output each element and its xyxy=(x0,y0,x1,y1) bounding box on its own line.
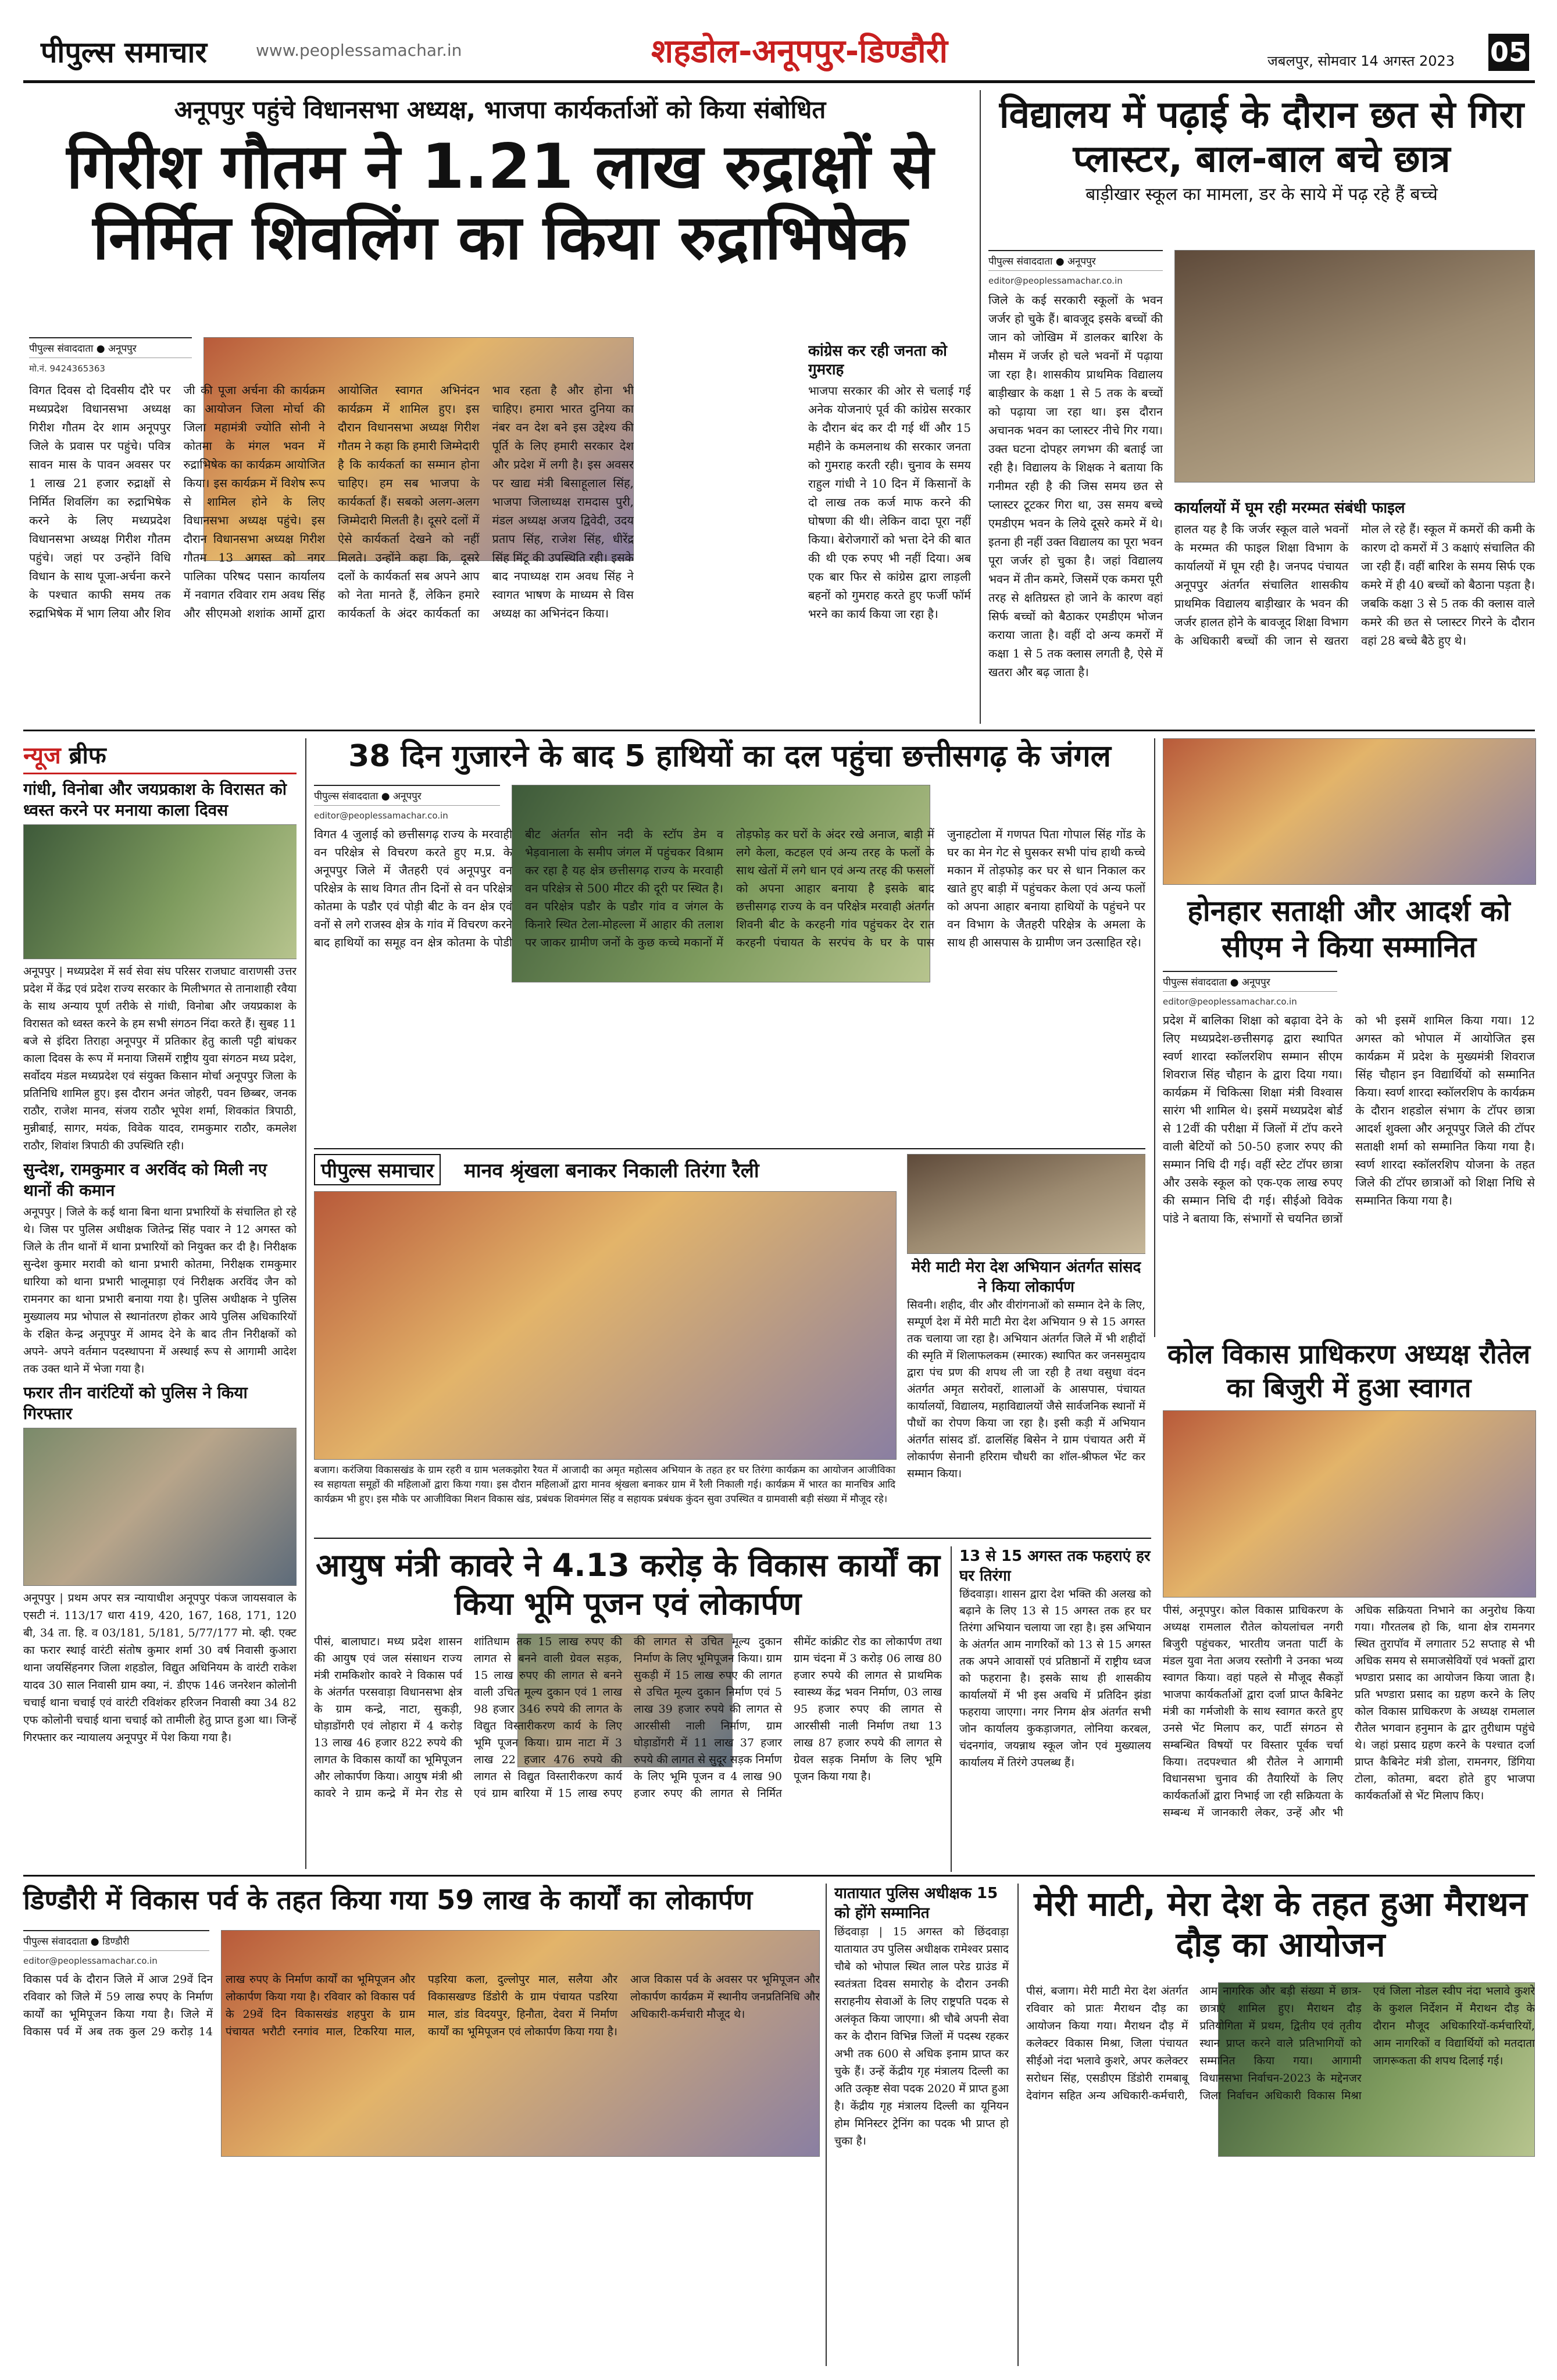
award-body: प्रदेश में बालिका शिक्षा को बढ़ावा देने के लिए मध्यप्रदेश-छत्तीसगढ़ द्वारा स्थापित स्वर्ण शारदा स्कॉलरशिप सम्मान सीएम शिवराज सिंह चौहान के द्वारा दिया गया। कार्यक्रम में चिकित्सा शिक्षा मंत्री विश्वास सारंग भी शामिल थे। इसमें मध्यप्रदेश बोर्ड से 12वीं की परीक्षा में जिलों में टॉप करने वाली बेटियों को 50-50 हजार रुपए की सम्मान निधि दी गई। वहीं स्टेट टॉपर छात्रा और उसके स्कूल को एक-एक लाख रुपए की सम्मान निधि दी गई। सीईओ विवेक पांडे ने बताया कि, संभागों से चयनित छात्रों को भी इसमें शामिल किया गया। 12 अगस्त को भोपाल में आयोजित इस कार्यक्रम में प्रदेश के मुख्यमंत्री शिवराज सिंह चौहान इन विद्यार्थियों को सम्मानित किया। स्वर्ण शारदा स्कॉलरशिप के कार्यक्रम के दौरान शहडोल संभाग के टॉपर छात्रा आदर्श शुक्ला और अनूपपुर जिले की टॉपर सताक्षी शर्मा को सम्मानित किया गया है। स्वर्ण शारदा स्कॉलरशिप योजना के तहत जिले की टॉपर छात्राओं को शिक्षा निधि से सम्मानित किया गया है। xyxy=(1163,1013,1535,1225)
tiranga-title: मानव श्रृंखला बनाकर निकाली तिरंगा रैली xyxy=(464,1159,759,1182)
award-byline xyxy=(1163,971,1337,1007)
tiranga-story xyxy=(314,1154,895,1532)
school-headline: विद्यालय में पढ़ाई के दौरान छत से गिरा प्लास्टर, बाल-बाल बचे छात्र xyxy=(999,94,1524,181)
marathon-headline: मेरी माटी, मेरा देश के तहत हुआ मैराथन दौड़ का आयोजन xyxy=(1034,1884,1527,1964)
divider-harghar xyxy=(951,1546,952,1872)
merimati-story xyxy=(907,1154,1145,1532)
brief3-photo xyxy=(23,1428,297,1586)
divider-brief xyxy=(305,738,306,1869)
award-headline: होनहार सताक्षी और आदर्श को सीएम ने किया सम्मानित xyxy=(1187,894,1510,964)
school-story xyxy=(988,93,1535,724)
ayush-headline: आयुष मंत्री कावरे ने 4.13 करोड़ के विकास कार्यों का किया भूमि पूजन एवं लोकार्पण xyxy=(316,1547,940,1622)
news-brief-label-a: न्यूज xyxy=(23,742,61,769)
divider-top-right xyxy=(980,90,981,724)
news-brief xyxy=(23,738,297,1866)
koal-body: पीसं, अनूपपुर। कोल विकास प्राधिकरण के अध्यक्ष रामलाल रौतेल कोयलांचल नगरी बिजुरी पहुंचकर, भारतीय जनता पार्टी के मंडल युवा नेता अजय रस्तोगी ने उनका भव्य स्वागत किया। वहां पहले से मौजूद सैकड़ों भाजपा कार्यकर्ताओं द्वारा दर्जा प्राप्त कैबिनेट मंत्री का गर्मजोशी के साथ स्वागत करते हुए उनसे भेंट मिलाप कर, पार्टी संगठन से सम्बन्धित विषयों पर विस्तार पूर्वक चर्चा किया। तदपश्चात श्री रौतेल ने आगामी विधानसभा चुनाव की तैयारियों के लिए कार्यकर्ताओं द्वारा निभाई जा रही सक्रियता के सम्बन्ध में जानकारी लेकर, उन्हें और भी अधिक सक्रियता निभाने का अनुरोध किया गया। गौरतलब हो कि, थाना क्षेत्र रामनगर स्थित तुरापाॅव में लगातार 52 सप्ताह से भी अधिक समय से समाजसेवियों एवं भक्तों द्वारा भण्डारा प्रसाद का आयोजन किया जाता है। प्रति भण्डारा प्रसाद का ग्रहण करने के लिए कोल विकास प्राधिकरण के अध्यक्ष रामलाल रौतेल भगवान हनुमान के द्वार तुरीधाम पहुंचे थे। जहां प्रसाद ग्रहण करने के पश्चात दर्जा प्राप्त कैबिनेट मंत्री डोला, रामनगर, डिंगिया टोला, कोतमा, बदरा होते हुए भाजपा कार्यकर्ताओं से भेंट मिलाप किए। xyxy=(1163,1604,1535,1819)
brief3-body: अनूपपुर | प्रथम अपर सत्र न्यायाधीश अनूपपुर पंकज जायसवाल के एसटी नं. 113/17 धारा 419, 420, 167, 168, 171, 120 बी, 34 ता. हि. व 03/181, 5/181, 5/77/177 मो. व्ही. एक्ट का फरार स्थाई वारंटी संतोष कुमार शर्मा 30 वर्ष निवासी कुआरा थाना जयसिंहनगर जिला शहडोल, विद्युत अधिनियम के वारंटी राकेश यादव 30 साल निवासी ग्राम क्या, नं. डीएफ 146 जनरेशन कोलोनी चचाई थाना चचाई एवं वारंटी रविशंकर हरिजन निवासी क्या 34 82 एफ कोलोनी चचाई थाना चचाई को तामीली हेतु प्राप्त हुआ था। जिन्हें गिरफ्तार कर न्यायालय अनूपपुर में पेश किया गया है। xyxy=(23,1592,297,1744)
school-subhead: कार्यालयों में घूम रही मरम्मत संबंधी फाइल xyxy=(1174,499,1405,517)
harghar-headline: 13 से 15 अगस्त तक फहराएं हर घर तिरंगा xyxy=(959,1548,1151,1585)
brief1-body: अनूपपुर | मध्यप्रदेश में सर्व सेवा संघ परिसर राजघाट वाराणसी उत्तर प्रदेश में केंद्र एवं प्रदेश राज्य सरकार के मिलीभगत से तानाशाही रवैया के साथ अन्याय पूर्ण तरीके से गांधी, विनोबा और जयप्रकाश के विरासत को ध्वस्त करने के हम सभी संगठन निंदा करते हैं। सुबह 11 बजे से इंदिरा तिराहा अनूपपुर में प्रतिकार हेतु काली पट्टी बांधकर काला दिवस के रूप में मनाया जिसमें राष्ट्रीय युवा संगठन मध्य प्रदेश, सर्वोदय मंडल मध्यप्रदेश एवं संयुक्त किसान मोर्चा अनूपपुर जिला के प्रतिनिधि शामिल हुए। इस दौरान अनंत जोहरी, पवन छिब्बर, जनक राठौर, राजेश मानव, संजय राठौर भूपेश शर्मा, शिवकांत त्रिपाठी, मुन्नीबाई, सागर, मयंक, विवेक यादव, रामकुमार राठौर, कमलेश राठौर, शिवांश त्रिपाठी की उपस्थिति रही। xyxy=(23,965,297,1152)
tiranga-photo xyxy=(314,1191,897,1460)
award-email[interactable]: editor@peoplessamachar.co.in xyxy=(1163,996,1297,1007)
harghar-story xyxy=(959,1546,1151,1872)
dindori-story xyxy=(23,1884,820,2366)
lead-story xyxy=(29,90,971,724)
elephant-body: विगत 4 जुलाई को छत्तीसगढ़ राज्य के मरवाही वन परिक्षेत्र से विचरण करते हुए म.प्र. के अनूपपुर जिले में जैतहरी एवं अनूपपुर वन परिक्षेत्र के साथ विगत तीन दिनों से वन परिक्षेत्र कोतमा के पडौर एवं पोड़ी बीट के वन क्षेत्र एवं वनों से लगे राजस्व क्षेत्र के गांव में विचरण करने बाद हाथियों का समूह वन क्षेत्र कोतमा के पोडी बीट अंतर्गत सोन नदी के स्टॉप डेम व भेड़वानाला के समीप जंगल में पहुंचकर विश्राम कर रहा है यह क्षेत्र छत्तीसगढ़ राज्य के मरवाही वन परिक्षेत्र से 500 मीटर की दूरी पर स्थित है। वन परिक्षेत्र पडौर के पडौर गांव व जंगल के किनारे स्थित टेला-मोहल्ला में आहार की तलाश पर जाकर ग्रामीण जनों के कुछ कच्चे मकानों में तोड़फोड़ कर घरों के अंदर रखे अनाज, बाड़ी में लगे केला, कटहल एवं अन्य तरह के फलों के साथ खेतों में लगे धान एवं अन्य तरह की फसलों को अपना आहार बनाया है इसके बाद छत्तीसगढ़ राज्य के वन परिक्षेत्र मरवाही अंतर्गत शिवनी बीट के करहनी गांव पहुंचकर देर रात करहनी पंचायत के सरपंच के घर के पास जुनाहटोला में गणपत पिता गोपाल सिंह गोंड के घर का मेन गेट से घुसकर सभी पांच हाथी कच्चे मकान में तोड़फोड़ कर घर से धान निकाल कर खाते हुए बाड़ी में पहुंचकर केला एवं अन्य फलों को अपना आहार बनाया हाथियों के पहुंचने पर वन विभाग के जैतहरी परिक्षेत्र के अमला के साथ ही आसपास के ग्रामीण जन उत्साहित रहे। xyxy=(314,827,1145,949)
merimati-photo xyxy=(907,1154,1145,1254)
lead-byline xyxy=(29,337,192,374)
dindori-byline-text: पीपुल्स संवाददाता ● डिण्डौरी xyxy=(23,1930,209,1951)
dindori-email[interactable]: editor@peoplessamachar.co.in xyxy=(23,1956,158,1966)
lead-subhead: कांग्रेस कर रही जनता को गुमराह xyxy=(808,342,947,378)
divider-bottom xyxy=(23,1875,1535,1877)
lead-byline-text: पीपुल्स संवाददाता ● अनूपपुर xyxy=(29,337,192,358)
masthead-website[interactable]: www.peoplessamachar.in xyxy=(256,41,462,60)
school-deck: बाड़ीखार स्कूल का मामला, डर के साये में पढ़ रहे हैं बच्चे xyxy=(1085,184,1438,205)
brief3-headline: फरार तीन वारंटियों को पुलिस ने किया गिरफ्तार xyxy=(23,1383,248,1423)
lead-mobile: मो.नं. 9424365363 xyxy=(29,363,105,374)
school-right xyxy=(1174,494,1535,721)
divider-award xyxy=(1154,738,1155,1337)
masthead xyxy=(23,28,1535,76)
lead-body2: भाजपा सरकार की ओर से चलाई गई अनेक योजनाएं पूर्व की कांग्रेस सरकार के दौरान बंद कर दी गई थीं और 15 महीने के कमलनाथ की सरकार जनता को गुमराह करती रही। चुनाव के समय राहुल गांधी ने 10 दिन में किसानों के दो लाख तक कर्ज माफ करने की घोषणा की थी। लेकिन वादा पूरा नहीं किया। बेरोजगारों को भत्ता देने की बात की थी एक रुपए भी नहीं दिया। अब एक बार फिर से कांग्रेस द्वारा लाड़ली बहनों को गुमराह करते हुए फर्जी फॉर्म भरने का कार्य किया जा रहा है। xyxy=(808,384,971,621)
school-email[interactable]: editor@peoplessamachar.co.in xyxy=(988,276,1123,286)
marathon-story xyxy=(1026,1884,1535,2366)
brief1-headline: गांधी, विनोबा और जयप्रकाश के विरासत को ध्वस्त करने पर मनाया काला दिवस xyxy=(23,780,287,820)
koal-headline: कोल विकास प्राधिकरण अध्यक्ष रौतेल का बिजुरी में हुआ स्वागत xyxy=(1167,1338,1531,1403)
dindori-body: विकास पर्व के दौरान जिले में आज 29वें दिन रविवार को जिले में 59 लाख रुपए के निर्माण कार्यों का भूमिपूजन किया गया है। जिले में विकास पर्व में अब तक कुल 29 करोड़ 14 लाख रुपए के निर्माण कार्यों का भूमिपूजन और लोकार्पण किया गया है। रविवार को विकास पर्व के 29वें दिन विकासखंड शहपुरा के ग्राम पंचायत भरौटी रनगांव माल, टिकरिया माल, पड़रिया कला, दुल्लोपुर माल, सलैया और विकासखण्ड डिंडोरी के ग्राम पंचायत पडरिया माल, डांड विदयपुर, हिनौता, देवरा में निर्माण कार्यों का भूमिपूजन एवं लोकार्पण किया गया है। आज विकास पर्व के अवसर पर भूमिपूजन और लोकार्पण कार्यक्रम में स्थानीय जनप्रतिनिधि और अधिकारी-कर्मचारी मौजूद थे। xyxy=(23,1973,820,2038)
divider-traffic xyxy=(826,1884,827,2366)
news-brief-label xyxy=(23,738,297,774)
school-byline xyxy=(988,250,1163,286)
lead-kicker: अनूपपुर पहुंचे विधानसभा अध्यक्ष, भाजपा कार्यकर्ताओं को किया संबोधित xyxy=(174,95,826,124)
harghar-body: छिंदवाड़ा। शासन द्वारा देश भक्ति की अलख को बढ़ाने के लिए 13 से 15 अगस्त तक हर घर तिरंगा अभियान चलाया जा रहा है। इस अभियान के अंतर्गत आम नागरिकों को 13 से 15 अगस्त तक अपने आवासों एवं प्रतिष्ठानों में राष्ट्रीय ध्वज को फहराना है। इसके साथ ही शासकीय कार्यालयों में भी इस अवधि में प्रतिदिन झंडा फहराया जाएगा। नगर निगम क्षेत्र अंतर्गत सभी जोन कार्यालय कुकड़ाजगत, लोनिया करबल, चंदनगांव, जयन्नाथ स्कूल जोन एवं मुख्यालय कार्यालय में तिरंगे उपलब्ध हैं। xyxy=(959,1588,1151,1769)
koal-story xyxy=(1163,1337,1535,1866)
brief1-photo xyxy=(23,824,297,959)
tiranga-title-bar xyxy=(314,1154,895,1185)
elephant-email[interactable]: editor@peoplessamachar.co.in xyxy=(314,810,448,821)
traffic-body: छिंदवाड़ा | 15 अगस्त को छिंदवाड़ा यातायात उप पुलिस अधीक्षक रामेश्वर प्रसाद चौबे को भोपाल स्थित लाल परेड ग्राउंड में स्वतंत्रता दिवस समारोह के दौरान उनकी सराहनीय सेवाओं के लिए राष्ट्रपति पदक से अलंकृत किया जाएगा। श्री चौबे अपनी सेवा कर के दौरान विभिन्न जिलों में पदस्थ रहकर अभी तक 600 से अधिक इनाम प्राप्त कर चुके हैं। उन्हें केंद्रीय गृह मंत्रालय दिल्ली का अति उत्कृष्ट सेवा पदक 2020 में प्राप्त हुआ है। केंद्रीय गृह मंत्रालय दिल्ली का यूनियन होम मिनिस्टर ट्रेनिंग का पदक भी प्राप्त हो चुका है। xyxy=(834,1925,1009,2147)
divider-tiranga xyxy=(314,1148,1145,1149)
merimati-body: सिवनी। शहीद, वीर और वीरांगनाओं को सम्मान देने के लिए, सम्पूर्ण देश में मेरी माटी मेरा देश अभियान 9 से 15 अगस्त तक चलाया जा रहा है। अभियान अंतर्गत जिले में भी शहीदों की स्मृति में शिलाफलकम (स्मारक) स्थापित कर जनसमुदाय द्वारा पंच प्रण की शपथ ली जा रही है तथा वसुधा वंदन अंतर्गत अमृत सरोवरों, शालाओं के आसपास, पंचायत कार्यालयों, विद्यालय, महाविद्यालयों जैसे सार्वजनिक स्थानों में पौधों का रोपण किया जा रहा है। इसी कड़ी में अभियान अंतर्गत सांसद डॉ. ढालसिंह बिसेन ने ग्राम पंचायत अरी में लोकार्पण सेनानी हरिराम चौधरी का शॉल-श्रीफल भेंट कर सम्मान किया। xyxy=(907,1299,1145,1480)
ayush-body: पीसं, बालाघाट। मध्य प्रदेश शासन की आयुष एवं जल संसाधन राज्य मंत्री रामकिशोर कावरे ने विकास पर्व के अंतर्गत परसवाड़ा विधानसभा क्षेत्र के ग्राम कन्द्रे, नाटा, सुकड़ी, घोड़ाडोंगरी एवं लोहारा में 4 करोड़ 13 लाख 46 हजार 822 रुपये की लागत के विकास कार्यों का भूमिपूजन और लोकार्पण किया। आयुष मंत्री श्री कावरे ने ग्राम कन्द्रे में मेन रोड से शांतिधाम तक 15 लाख रुपए की लागत से बनने वाली ग्रेवल सड़क, 15 लाख रुपए की लागत से बनने वाली उचित मूल्य दुकान एवं 1 लाख 98 हजार 346 रुपये की लागत के विद्युत विस्तारीकरण कार्य के लिए भूमि पूजन किया। ग्राम नाटा में 3 लाख 22 हजार 476 रुपये की लागत से विद्युत विस्तारीकरण कार्य एवं ग्राम बारिया में 15 लाख रुपए की लागत से उचित मूल्य दुकान निर्माण के लिए भूमिपूजन किया। ग्राम सुकड़ी में 15 लाख रुपए की लागत से उचित मूल्य दुकान निर्माण एवं 5 लाख 39 हजार रुपये की लागत से आरसीसी नाली निर्माण, ग्राम घोड़ाडोंगरी में 11 लाख 37 हजार रुपये की लागत से सुदूर सड़क निर्माण के लिए भूमि पूजन व 4 लाख 90 हजार रुपए की लागत से निर्मित सीमेंट कांक्रीट रोड का लोकार्पण तथा ग्राम चंदना में 3 करोड़ 06 लाख 80 हजार रुपये की लागत से प्राथमिक स्वास्थ्य केंद्र भवन निर्माण, 03 लाख 95 हजार रुपए की लागत से आरसीसी नाली निर्माण तथा 13 लाख 87 हजार रुपये की लागत से ग्रेवल सड़क निर्माण के लिए भूमि पूजन किया गया है। xyxy=(314,1635,942,1800)
lead-headline: गिरीश गौतम ने 1.21 लाख रुद्राक्षों से निर्मित शिवलिंग का किया रुद्राभिषेक xyxy=(66,131,934,274)
news-brief-label-b: ब्रीफ xyxy=(69,742,106,769)
ayush-story xyxy=(314,1546,942,1872)
elephant-byline-text: पीपुल्स संवाददाता ● अनूपपुर xyxy=(314,785,500,806)
school-body: जिले के कई सरकारी स्कूलों के भवन जर्जर हो चुके हैं। बावजूद इसके बच्चों की जान को जोखिम में डालकर बारिश के मौसम में जर्जर हो चले भवनों में पढ़ाया जा रहा है। शासकीय प्राथमिक विद्यालय बाड़ीखार के कक्षा 1 से 5 तक के बच्चों को पढ़ाया जा रहा था। इस दौरान अचानक भवन का प्लास्टर नीचे गिर गया। उक्त घटना दोपहर लगभग की बताई जा रही है। विद्यालय के शिक्षक ने बताया कि गनीमत रही है की जिस समय छत से प्लास्टर टूटकर गिरा था, उस समय बच्चे एमडीएम भवन के लिये दूसरे कमरे में थे। इतना ही नहीं उक्त विद्यालय का पूरा भवन पूरा जर्जर हो चुका है। जहां विद्यालय भवन में तीन कमरे, जिसमें एक कमरा पूरी तरह से क्षतिग्रस्त हो जाने के कारण वहां सिर्फ बच्चों को बैठाकर एमडीएम भोजन कराया जाता है। वहीं दो अन्य कमरों में कक्षा 1 से 5 तक क्लास लगती है, ऐसे में खतरा और बढ़ जाता है। xyxy=(988,293,1163,679)
masthead-logo: पीपुल्स समाचार xyxy=(41,35,207,69)
traffic-story xyxy=(834,1884,1009,2366)
award-photo xyxy=(1163,738,1536,885)
divider-row1 xyxy=(23,730,1535,731)
elephant-byline xyxy=(314,785,500,821)
divider-ayush xyxy=(314,1538,1151,1539)
dindori-byline xyxy=(23,1930,209,1966)
lead-body: विगत दिवस दो दिवसीय दौरे पर मध्यप्रदेश विधानसभा अध्यक्ष गिरीश गौतम देर शाम अनूपपुर जिले के प्रवास पर पहुंचे। पवित्र सावन मास के पावन अवसर पर 1 लाख 21 हजार रुद्राक्षों से निर्मित शिवलिंग का रुद्राभिषेक करने के लिए मध्यप्रदेश विधानसभा अध्यक्ष गिरीश गौतम पहुंचे। जहां पर उन्होंने विधि विधान के साथ पूजा-अर्चना करने के पश्चात काफी समय तक रुद्राभिषेक में भाग लिया और शिव जी की पूजा अर्चना की कार्यक्रम का आयोजन जिला मोर्चा की जिला महामंत्री ज्योति सोनी ने कोतमा के मंगल भवन में रुद्राभिषेक का कार्यक्रम आयोजित किया। इस कार्यक्रम में विशेष रूप से शामिल होने के लिए विधानसभा अध्यक्ष पहुंचे। इस दौरान विधानसभा अध्यक्ष गिरीश गौतम 13 अगस्त को नगर पालिका परिषद पसान कार्यालय में नवागत रविवार राम अवध सिंह और सीएमओ शशांक आर्मो द्वारा आयोजित स्वागत अभिनंदन कार्यक्रम में शामिल हुए। इस दौरान विधानसभा अध्यक्ष गिरीश गौतम ने कहा कि हमारी जिम्मेदारी है कि कार्यकर्ता का सम्मान होना चाहिए। हम सब भाजपा के कार्यकर्ता हैं। सबको अलग-अलग जिम्मेदारी मिलती है। दूसरे दलों में ऐसे कार्यकर्ता देखने को नहीं मिलते। उन्होंने कहा कि, दूसरे दलों के कार्यकर्ता सब अपने आप को नेता मानते हैं, लेकिन हमारे कार्यकर्ता के अंदर कार्यकर्ता का भाव रहता है और होना भी चाहिए। हमारा भारत दुनिया का नंबर वन देश बने इस उद्देश्य की पूर्ति के लिए हमारी सरकार देश और प्रदेश में लगी है। इस अवसर पर खाद्य मंत्री बिसाहूलाल सिंह, भाजपा जिलाध्यक्ष रामदास पुरी, मंडल अध्यक्ष अजय द्विवेदी, उदय प्रताप सिंह, राजेश सिंह, धीरेंद्र सिंह मिंटू की उपस्थिति रही। इसके बाद नपाध्यक्ष राम अवध सिंह ने स्वागत भाषण के माध्यम से विस अध्यक्ष का अभिनंदन किया। xyxy=(29,383,634,620)
brief2-headline: सुन्देश, रामकुमार व अरविंद को मिली नए थानों की कमान xyxy=(23,1160,267,1200)
school-body2: हालत यह है कि जर्जर स्कूल वाले भवनों के मरम्मत की फाइल शिक्षा विभाग के कार्यालयों में घूम रही है। जनपद पंचायत अनूपपुर अंतर्गत संचालित शासकीय प्राथमिक विद्यालय बाड़ीखार के भवन की जर्जर हालत होने के बावजूद शिक्षा विभाग के अधिकारी बच्चों की जान से खतरा मोल ले रहे हैं। स्कूल में कमरों की कमी के कारण दो कमरों में 3 कक्षाएं संचालित की जा रही हैं। वहीं बारिश के समय सिर्फ एक कमरे में ही 40 बच्चों को बैठाना पड़ता है। जबकि कक्षा 3 से 5 तक की क्लास वाले कमरे की छत से प्लास्टर गिरने के दौरान वहां 28 बच्चे बैठे हुए थे। xyxy=(1174,522,1535,648)
divider-marathon xyxy=(1017,1884,1019,2366)
award-byline-text: पीपुल्स संवाददाता ● अनूपपुर xyxy=(1163,971,1337,992)
brief2-body: अनूपपुर | जिले के कई थाना बिना थाना प्रभारियों के संचालित हो रहे थे। जिस पर पुलिस अधीक्षक जितेन्द्र सिंह पवार ने 12 अगस्त को जिले के तीन थानों में थाना प्रभारियों को नियुक्त कर दी है। निरीक्षक सुन्देश कुमार मरावी को थाना प्रभारी कोतमा, निरीक्षक रामकुमार धारिया को थाना प्रभारी भालूमाड़ा एवं निरीक्षक अरविंद जैन को रामनगर का थाना प्रभारी बनाया गया है। पुलिस अधीक्षक ने पुलिस मुख्यालय मप्र भोपाल से स्थानांतरण होकर आये पुलिस अधिकारियों के रक्षित केन्द्र अनूपपुर में आमद देने के बाद तीन निरीक्षकों को अपने- अपने वर्तमान पदस्थापना में अस्थाई रूप से आगामी आदेश तक उक्त थाने में भेजा गया है। xyxy=(23,1206,297,1375)
marathon-body: पीसं, बजाग। मेरी माटी मेरा देश अंतर्गत रविवार को प्रातः मैराथन दौड़ का आयोजन किया गया। मैराथन दौड़ में कलेक्टर विकास मिश्रा, जिला पंचायत सीईओ नंदा भलावे कुशरे, अपर कलेक्टर सरोधन सिंह, एसडीएम डिंडोरी रामबाबू देवांगन सहित अन्य अधिकारी-कर्मचारी, आम नागरिक और बड़ी संख्या में छात्र-छात्राएं शामिल हुए। मैराथन दौड़ प्रतियोगिता में प्रथम, द्वितीय एवं तृतीय स्थान प्राप्त करने वाले प्रतिभागियों को सम्मानित किया गया। आगामी विधानसभा निर्वाचन-2023 के मद्देनजर जिला निर्वाचन अधिकारी विकास मिश्रा एवं जिला नोडल स्वीप नंदा भलावे कुशरे के कुशल निर्देशन में मैराथन दौड़ के दौरान मौजूद अधिकारियों-कर्मचारियों, आम नागरिकों व विद्यार्थियों को मतदाता जागरूकता की शपथ दिलाई गई। xyxy=(1026,1985,1535,2102)
merimati-headline: मेरी माटी मेरा देश अभियान अंतर्गत सांसद ने किया लोकार्पण xyxy=(911,1259,1141,1296)
page-number: 05 xyxy=(1488,34,1529,71)
lead-right-column xyxy=(808,337,971,724)
elephant-headline: 38 दिन गुजारने के बाद 5 हाथियों का दल पहुंचा छत्तीसगढ़ के जंगल xyxy=(348,739,1111,774)
dindori-headline: डिण्डौरी में विकास पर्व के तहत किया गया 59 लाख के कार्यों का लोकार्पण xyxy=(23,1884,753,1916)
masthead-region: शहडोल-अनूपपुर-डिण्डौरी xyxy=(651,33,948,70)
school-photo xyxy=(1174,250,1535,483)
traffic-headline: यातायात पुलिस अधीक्षक 15 को होंगे सम्मानित xyxy=(834,1885,998,1922)
elephant-story xyxy=(314,738,1145,1145)
koal-photo xyxy=(1163,1410,1536,1598)
tiranga-logo: पीपुल्स समाचार xyxy=(314,1154,441,1185)
masthead-dateline: जबलपुर, सोमवार 14 अगस्त 2023 xyxy=(1267,53,1455,69)
award-story xyxy=(1163,738,1535,1337)
masthead-rule xyxy=(23,80,1535,83)
tiranga-caption: बजाग। करंजिया विकासखंड के ग्राम रहरी व ग्राम भलकझोरा रैयत में आजादी का अमृत महोत्सव अभियान के तहत हर घर तिरंगा कार्यक्रम का आयोजन आजीविका स्व सहायता समूहों की महिलाओं द्वारा किया गया। इस दौरान महिलाओं द्वारा मानव श्रृंखला बनाकर ग्राम में रैली निकाली गई। कार्यक्रम में भारत का मानचित्र आदि कार्यक्रम भी हुए। इस मौके पर आजीविका मिशन विकास खंड, प्रबंधक शिवमंगल सिंह व सहायक प्रबंधक कुंदन सुवा उपस्थित व ग्रामवासी बड़ी संख्या में मौजूद रहे। xyxy=(314,1464,895,1505)
school-byline-text: पीपुल्स संवाददाता ● अनूपपुर xyxy=(988,250,1163,271)
